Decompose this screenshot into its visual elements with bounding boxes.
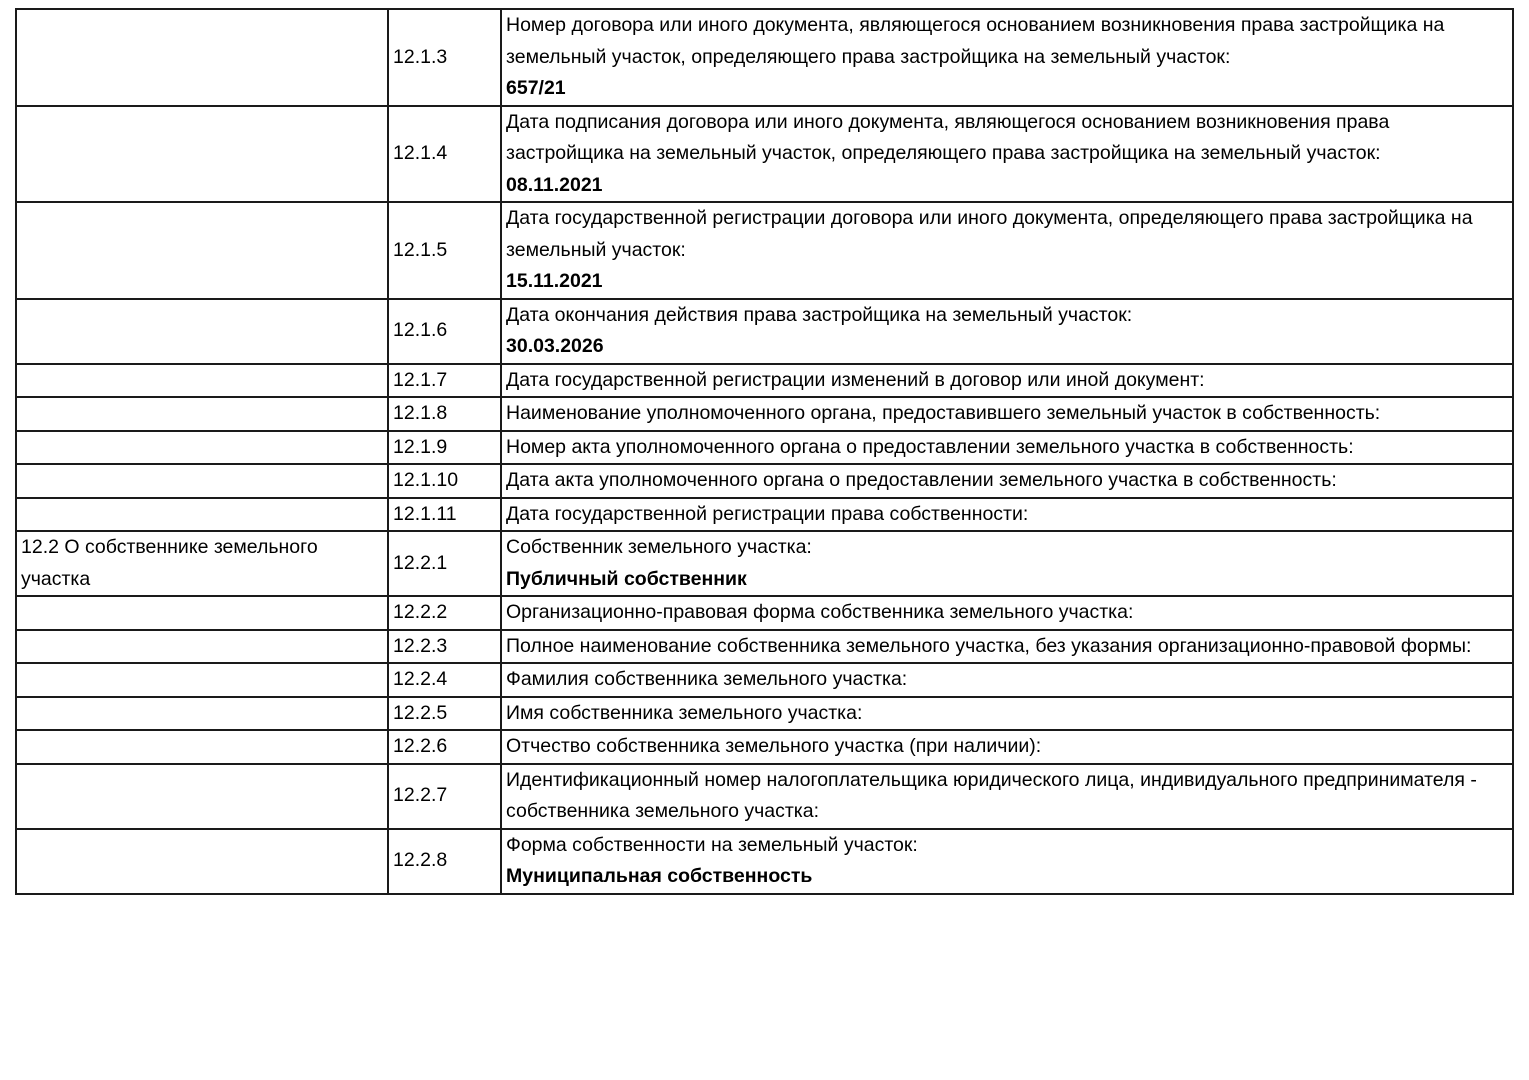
code-cell: 12.1.4: [388, 106, 501, 203]
field-label: Дата подписания договора или иного документа, являющегося основанием возникновения права застройщика на земельный участок, определяющего права застройщика на земельный участок:: [506, 110, 1390, 164]
table-row: [16, 9, 1513, 106]
table-row: [16, 106, 1513, 203]
description-cell: [501, 9, 1513, 106]
description-cell: [501, 663, 1513, 697]
field-label: Дата государственной регистрации изменений в договор или иной документ:: [506, 368, 1205, 391]
section-cell: [16, 764, 388, 829]
field-value: 657/21: [506, 77, 566, 99]
table-row: [16, 663, 1513, 697]
code-cell: 12.1.8: [388, 397, 501, 431]
description-cell: [501, 764, 1513, 829]
description-cell: [501, 106, 1513, 203]
section-cell: [16, 630, 388, 664]
table-row: [16, 299, 1513, 364]
field-label: Наименование уполномоченного органа, предоставившего земельный участок в собственность:: [506, 402, 1381, 424]
field-label: Фамилия собственника земельного участка:: [506, 668, 908, 690]
description-cell: [501, 531, 1513, 596]
table-row: [16, 464, 1513, 498]
field-label: Дата окончания действия права застройщика на земельный участок:: [506, 303, 1133, 326]
section-cell: [16, 202, 388, 299]
declaration-table: [15, 8, 1514, 895]
description-cell: [501, 596, 1513, 630]
field-label: Идентификационный номер налогоплательщика юридического лица, индивидуального предпринимателя - собственника земельного участка:: [506, 768, 1477, 822]
description-cell: [501, 364, 1513, 398]
table-row: [16, 697, 1513, 731]
section-cell: [16, 663, 388, 697]
table-row: [16, 630, 1513, 664]
code-cell: 12.2.5: [388, 697, 501, 731]
section-cell: [16, 106, 388, 203]
field-label: Номер акта уполномоченного органа о предоставлении земельного участка в собственность:: [506, 435, 1354, 458]
field-value: 30.03.2026: [506, 335, 604, 357]
section-cell: [16, 829, 388, 894]
field-label: Отчество собственника земельного участка (при наличии):: [506, 735, 1042, 757]
code-cell: 12.2.3: [388, 630, 501, 664]
code-cell: 12.2.2: [388, 596, 501, 630]
section-cell: [16, 596, 388, 630]
description-cell: [501, 498, 1513, 532]
code-cell: 12.1.3: [388, 9, 501, 106]
section-cell: [16, 397, 388, 431]
description-cell: [501, 464, 1513, 498]
description-cell: [501, 730, 1513, 764]
code-cell: 12.1.5: [388, 202, 501, 299]
code-cell: 12.2.8: [388, 829, 501, 894]
section-cell: [16, 697, 388, 731]
section-cell: [16, 431, 388, 465]
code-cell: 12.2.6: [388, 730, 501, 764]
table-row: [16, 364, 1513, 398]
field-label: Дата государственной регистрации права собственности:: [506, 502, 1029, 525]
section-cell: [16, 730, 388, 764]
table-row: [16, 397, 1513, 431]
field-label: Дата акта уполномоченного органа о предоставлении земельного участка в собственность:: [506, 469, 1337, 491]
code-cell: 12.1.7: [388, 364, 501, 398]
field-label: Полное наименование собственника земельного участка, без указания организационно-правовой формы:: [506, 634, 1472, 657]
field-label: Дата государственной регистрации договора или иного документа, определяющего права застройщика на земельный участок:: [506, 207, 1473, 261]
section-cell: [16, 9, 388, 106]
field-label: Форма собственности на земельный участок:: [506, 833, 918, 856]
table-row: [16, 596, 1513, 630]
description-cell: [501, 202, 1513, 299]
section-cell: [16, 498, 388, 532]
field-value: Публичный собственник: [506, 567, 747, 590]
field-value: Муниципальная собственность: [506, 865, 813, 887]
description-cell: [501, 630, 1513, 664]
table-row: [16, 764, 1513, 829]
section-cell: 12.2 О собственнике земельного участка: [16, 531, 388, 596]
code-cell: 12.1.11: [388, 498, 501, 532]
section-cell: [16, 464, 388, 498]
description-cell: [501, 829, 1513, 894]
table-row: [16, 730, 1513, 764]
description-cell: [501, 697, 1513, 731]
field-label: Собственник земельного участка:: [506, 536, 812, 558]
code-cell: 12.2.1: [388, 531, 501, 596]
description-cell: [501, 431, 1513, 465]
code-cell: 12.1.6: [388, 299, 501, 364]
table-row: [16, 202, 1513, 299]
description-cell: [501, 397, 1513, 431]
table-row: [16, 498, 1513, 532]
code-cell: 12.2.4: [388, 663, 501, 697]
table-row: [16, 431, 1513, 465]
code-cell: 12.1.9: [388, 431, 501, 465]
field-value: 08.11.2021: [506, 173, 603, 196]
code-cell: 12.1.10: [388, 464, 501, 498]
description-cell: [501, 299, 1513, 364]
section-cell: [16, 299, 388, 364]
table-row: [16, 531, 1513, 596]
code-cell: 12.2.7: [388, 764, 501, 829]
table-row: [16, 829, 1513, 894]
field-label: Имя собственника земельного участка:: [506, 701, 863, 724]
field-label: Организационно-правовая форма собственника земельного участка:: [506, 601, 1134, 623]
field-label: Номер договора или иного документа, являющегося основанием возникновения права застройщика на земельный участок, определяющего права застройщика на земельный участок:: [506, 14, 1445, 68]
field-value: 15.11.2021: [506, 270, 603, 292]
section-cell: [16, 364, 388, 398]
